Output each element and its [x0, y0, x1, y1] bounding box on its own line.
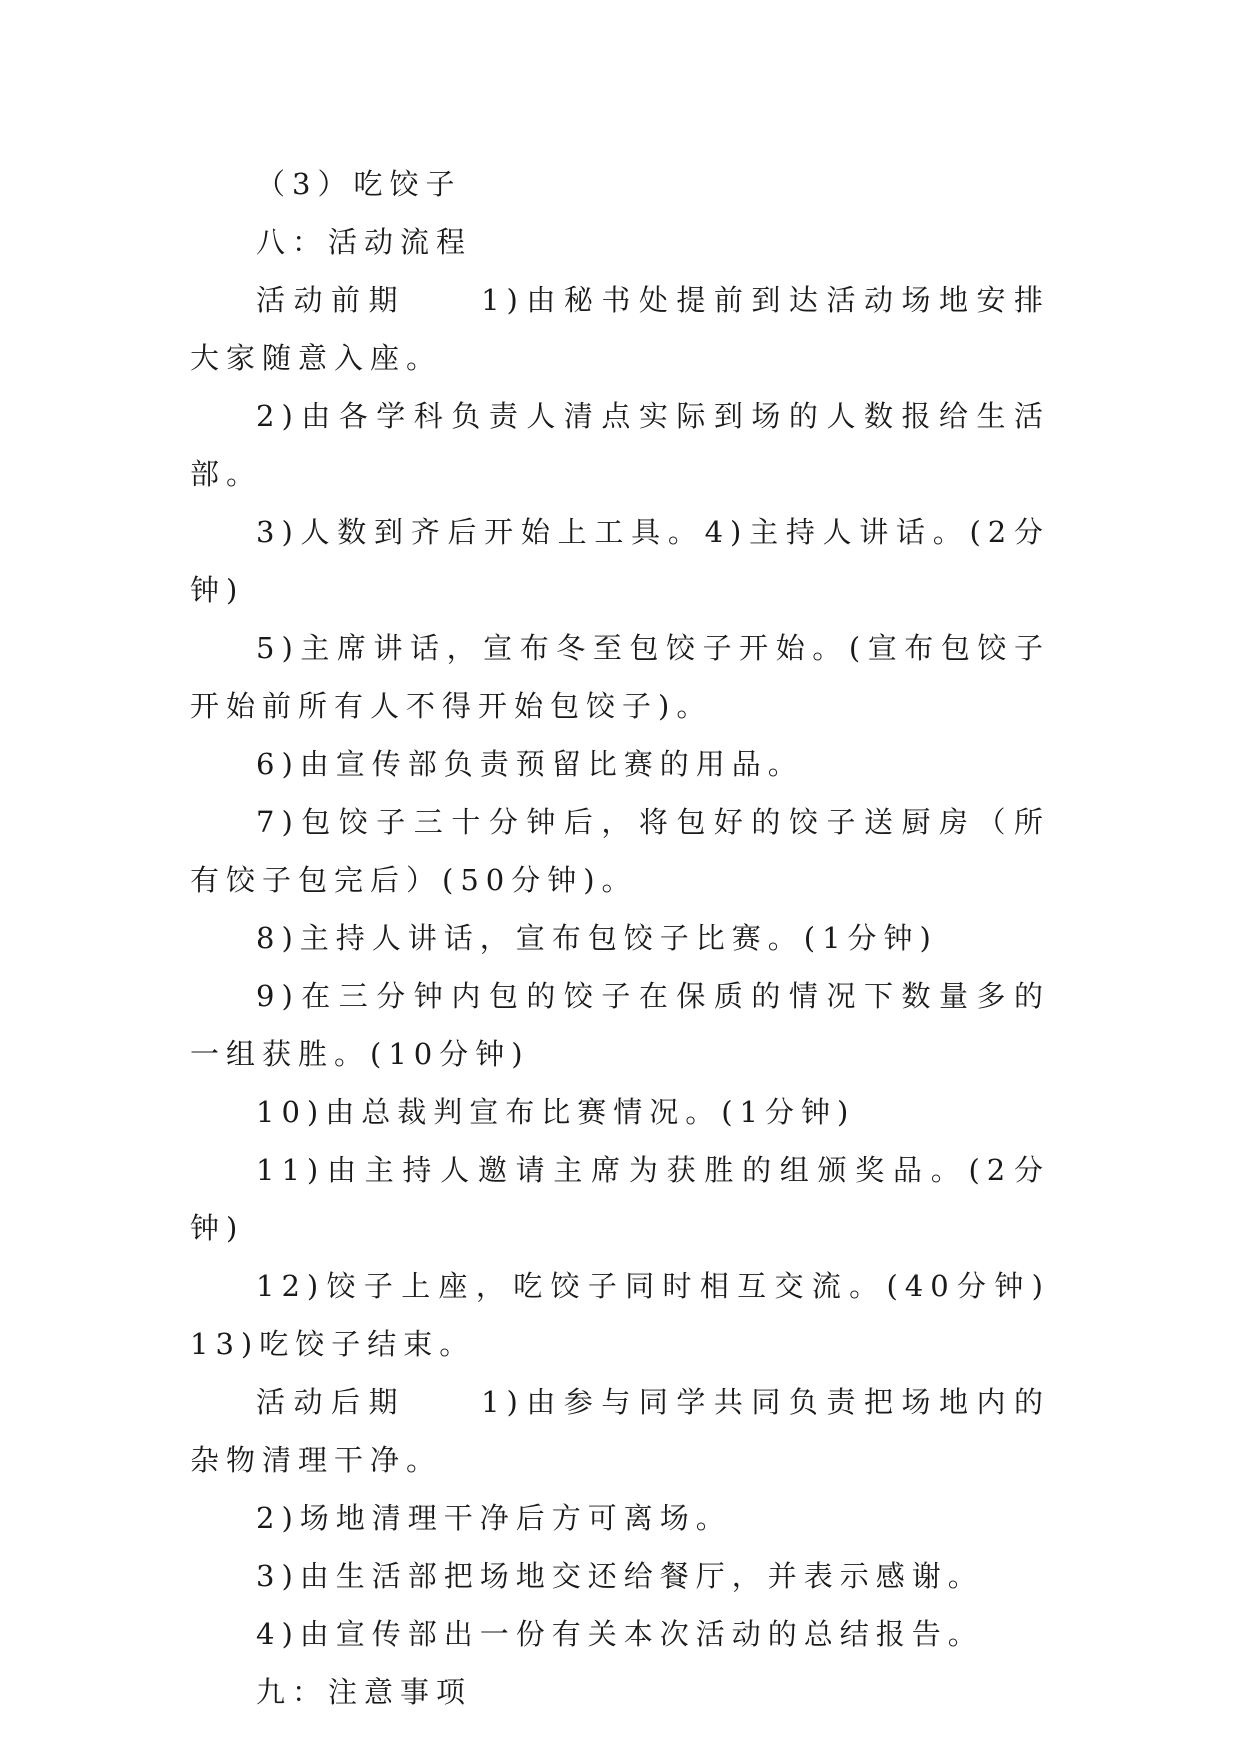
- paragraph-step-7: 7)包饺子三十分钟后，将包好的饺子送厨房（所有饺子包完后）(50分钟)。: [190, 805, 1050, 897]
- paragraph-step-11: 11)由主持人邀请主席为获胜的组颁奖品。(2分钟): [190, 1153, 1050, 1245]
- document-body: [190, 155, 1050, 1721]
- paragraph-post-step-3: 3)由生活部把场地交还给餐厅，并表示感谢。: [256, 1559, 984, 1593]
- paragraph-step-10: 10)由总裁判宣布比赛情况。(1分钟): [256, 1095, 856, 1129]
- paragraph-step-6: 6)由宣传部负责预留比赛的用品。: [256, 747, 804, 781]
- paragraph-step-2: 2)由各学科负责人清点实际到场的人数报给生活部。: [190, 399, 1050, 491]
- paragraph-post-step-4: 4)由宣传部出一份有关本次活动的总结报告。: [256, 1617, 984, 1651]
- paragraph-step-5: 5)主席讲话，宣布冬至包饺子开始。(宣布包饺子开始前所有人不得开始包饺子)。: [190, 631, 1050, 723]
- paragraph-step-8: 8)主持人讲话，宣布包饺子比赛。(1分钟): [256, 921, 938, 955]
- paragraph-section-item-3: （3）吃饺子: [256, 167, 462, 201]
- paragraph-pre-activity: 活动前期 1)由秘书处提前到达活动场地安排大家随意入座。: [190, 283, 1050, 375]
- heading-section-9: 九：注意事项: [256, 1675, 473, 1709]
- paragraph-post-activity: 活动后期 1)由参与同学共同负责把场地内的杂物清理干净。: [190, 1385, 1050, 1477]
- paragraph-step-12-13: 12)饺子上座，吃饺子同时相互交流。(40分钟) 13)吃饺子结束。: [190, 1269, 1050, 1361]
- paragraph-step-9: 9)在三分钟内包的饺子在保质的情况下数量多的一组获胜。(10分钟): [190, 979, 1050, 1071]
- paragraph-step-3-4: 3)人数到齐后开始上工具。4)主持人讲话。(2分钟): [190, 515, 1050, 607]
- heading-section-8: 八：活动流程: [256, 225, 473, 259]
- paragraph-post-step-2: 2)场地清理干净后方可离场。: [256, 1501, 732, 1535]
